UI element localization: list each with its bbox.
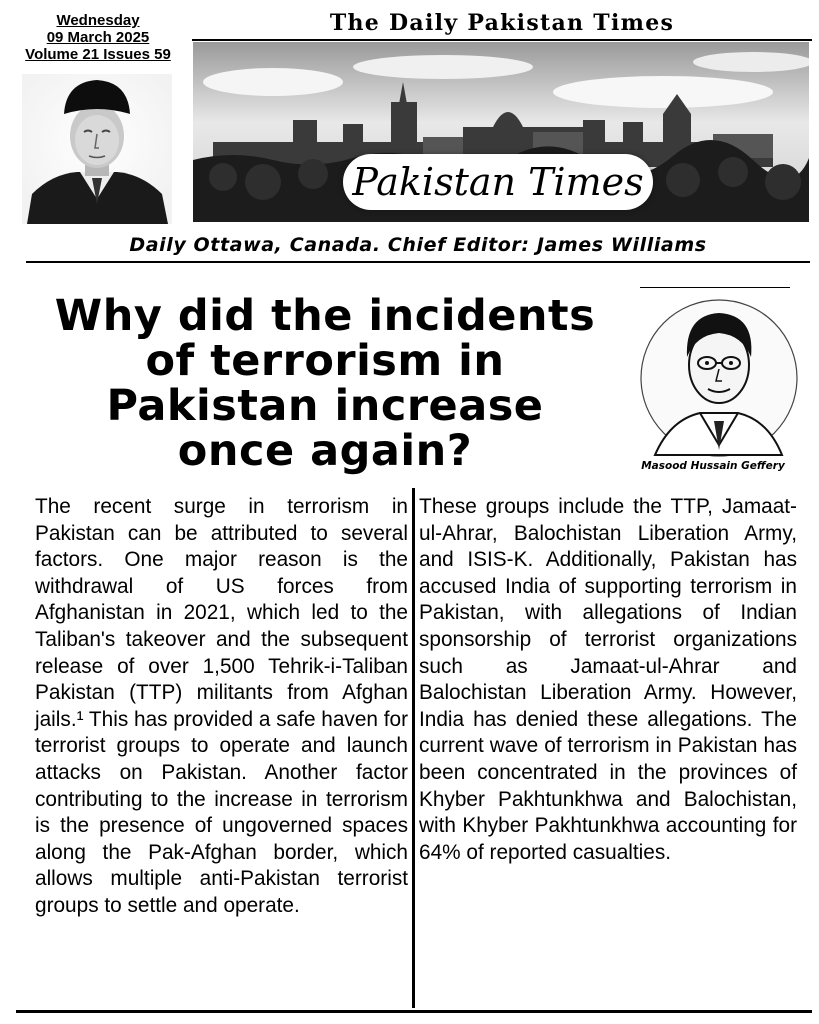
newspaper-title: The Daily Pakistan Times (192, 10, 812, 41)
column-divider (412, 488, 415, 1008)
founder-portrait-image (22, 74, 172, 224)
headline-line-2: of terrorism in (145, 336, 505, 386)
bottom-rule (16, 1010, 812, 1013)
article-column-right: These groups include the TTP, Jamaat-ul-Ahrar, Balochistan Liberation Army, and ISIS-K. Additionally, Pakistan has accused India of supporting terrorism in Pakistan, with allegations of Indian sponsorship of terrorist organizations such as Jamaat-ul-Ahrar and Balochistan Liberation Army. However, India has denied these allegations. The current wave of terrorism in Pakistan has been concentrated in the provinces of Khyber Pakhtunkhwa and Balochistan, with Khyber Pakhtunkhwa accounting for 64% of reported casualties. (419, 495, 797, 864)
headline-line-1: Why did the incidents (54, 291, 596, 341)
article-column-left: The recent surge in terrorism in Pakistan can be attributed to several factors. One major reason is the withdrawal of US forces from Afghanistan in 2021, which led to the Taliban's takeover and the subsequent release of over 1,500 Tehrik-i-Taliban Pakistan (TTP) militants from Afghan jails.¹ This has provided a safe haven for terrorist groups to operate and launch attacks on Pakistan. Another factor contributing to the increase in terrorism is the presence of ungoverned spaces along the Pak-Afghan border, which allows multiple anti-Pakistan terrorist groups to settle and operate. (35, 495, 409, 917)
editor-line: Daily Ottawa, Canada. Chief Editor: James Williams (26, 234, 810, 263)
issue-day: Wednesday (56, 12, 140, 29)
date-block (8, 12, 188, 63)
issue-volume: Volume 21 Issues 59 (25, 46, 171, 63)
article-headline (20, 291, 630, 476)
masthead-banner (193, 42, 809, 222)
issue-date: 09 March 2025 (46, 29, 150, 46)
author-name: Masood Hussain Geffery (641, 460, 785, 472)
headline-line-4: once again? (177, 426, 473, 476)
author-portrait-image (630, 285, 808, 475)
headline-line-3: Pakistan increase (106, 381, 544, 431)
banner-logo-text: Pakistan Times (343, 154, 653, 210)
